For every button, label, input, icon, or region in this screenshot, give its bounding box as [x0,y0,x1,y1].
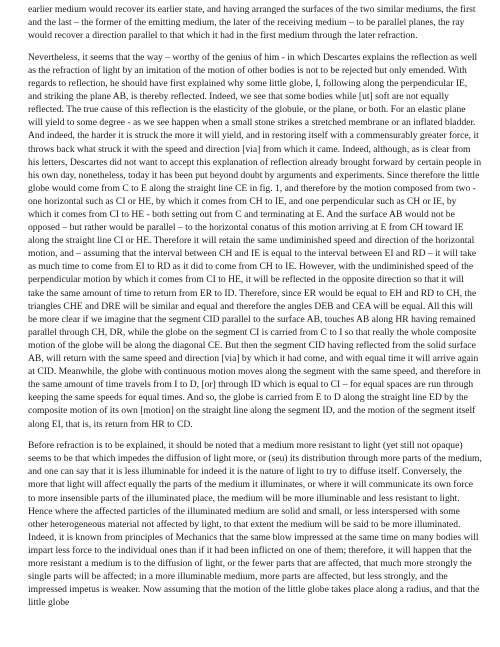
paragraph-1: earlier medium would recover its earlier state, and having arranged the surfaces of the two similar mediums, the first and the last – the former of the emitting medium, the later of the receiving medium – to be parallel planes, the ray would recover a direction parallel to that which it had in the first medium through the later refraction. [28,4,476,42]
paragraph-3: Before refraction is to be explained, it should be noted that a medium more resistant to light (yet still not opaque) seems to be that which impedes the diffusion of light more, or (seu) its distribution through more parts of the medium, and one can say that it is less illuminable for indeed it is the nature of light to try to diffuse itself. Conversely, the more that light will affect equally the parts of the medium it illuminates, or where it will communicate its own force to more insensible parts of the illuminated place, the medium will be more illuminable and less resistant to light. Hence where the affected particles of the illuminated medium are solid and small, or less interspersed with some other heterogeneous material not affected by light, to that extent the medium will be said to be more illuminated. Indeed, it is known from principles of Mechanics that the same blow impressed at the same time on many bodies will impart less force to the individual ones than if it had been inflicted on one of them; therefore, it will happen that the more resistant a medium is to the diffusion of light, or the fewer parts that are affected, that much more strongly the single parts will be affected; in a more illuminable medium, more parts are affected, but less strongly, and the impressed impetus is weaker. Now assuming that the motion of the little globe takes place along a radius, and that the little globe [28,440,482,609]
paragraph-2: Nevertheless, it seems that the way – worthy of the genius of him - in which Descartes explains the reflection as well as the refraction of light by an imitation of the motion of other bodies is not to be rejected but only emended. With regards to reflection, he should have first explained why some little globe, I, following along the perpendicular IE, and striking the plane AB, is thereby reflected. Indeed, we see that some bodies while [ut] soft are not equally reflected. The true cause of this reflection is the elasticity of the globule, or the plane, or both. For an elastic plane will yield to some degree - as we see happen when a small stone strikes a stretched membrane or an inflated bladder. And indeed, the harder it is struck the more it will yield, and in restoring itself with a commensurably greater force, it throws back what struck it with the speed and direction [via] from which it came. Indeed, although, as is clear from his letters, Descartes did not want to accept this explanation of reflection already brought forward by certain people in his own day, nonetheless, today it has been put beyond doubt by arguments and experiments. Since therefore the little globe would come from C to E along the straight line CE in fig. 1, and therefore by the motion composed from two - one horizontal such as CI or HE, by which it comes from CH to IE, and one perpendicular such as CH or IE, by which it comes from CI to HE - both setting out from C and terminating at E. And the surface AB would not be opposed – but rather would be parallel – to the horizontal conatus of this motion arriving at E from CH toward IE along the straight line CI or HE. Therefore it will retain the same undiminished speed and direction of the horizontal motion, and – assuming that the interval between CH and IE is equal to the interval between EI and RD – it will take as much time to come from EI to RD as it did to come from CH to IE. However, with the undiminished speed of the perpendicular motion by which it comes from CI to HE, it will be reflected in the opposite direction so that it will take the same amount of time to return from ER to ID. Therefore, since ER would be equal to EH and RD to CH, the triangles CHE and DRE will be similar and equal and therefore the angles DEB and CEA will be equal. All this will be more clear if we imagine that the segment CID parallel to the surface AB, touches AB along HR having remained parallel through CH, DR, while the globe on the segment CI is carried from C to I so that really the whole composite motion of the globe will be along the diagonal CE. But then the segment CID having reflected from the solid surface AB, will return with the same speed and direction [via] by which it had come, and with equal time it will arrive again at CID. Meanwhile, the globe with continuous motion moves along the segment with the same speed, and therefore in the same amount of time travels from I to D, [or] through ID which is equal to CI – for equal spaces are run through keeping the same speeds for equal times. And so, the globe is carried from E to D along the straight line ED by the composite motion of its own [motion] on the straight line along the segment ID, and the motion of the segment itself along EI, that is, its return from HR to CD. [28,51,482,430]
